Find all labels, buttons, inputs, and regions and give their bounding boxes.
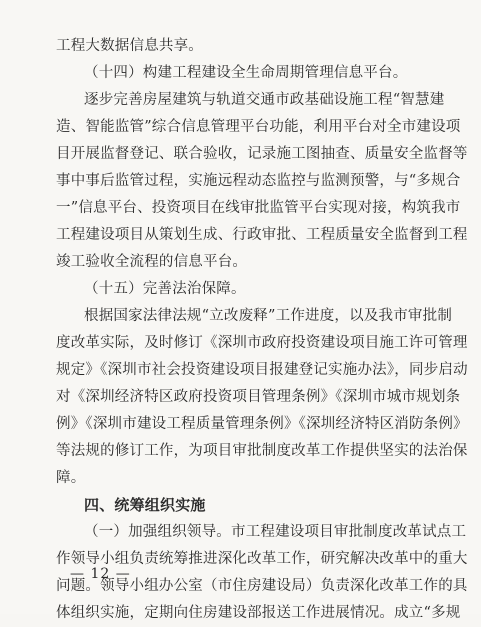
- text-line: 工程大数据信息共享。: [56, 38, 203, 54]
- text-line: 一”信息平台、投资项目在线审批监管平台实现对接，构筑我市: [56, 200, 461, 216]
- text-line: 事中事后监管过程，实施远程动态监控与监测预警，与“多规合: [56, 173, 461, 189]
- text-line: 等法规的修订工作，为项目审批制度改革工作提供坚实的法治保: [56, 443, 468, 459]
- document-body: [56, 33, 468, 627]
- text-line: 逐步完善房屋建筑与轨道交通市政基础设施工程“智慧建: [84, 92, 445, 108]
- text-line: 目开展监督登记、联合验收，记录施工图抽查、质量安全监督等: [56, 146, 468, 162]
- text-line: 体组织实施，定期向住房建设部报送工作进展情况。成立“多规: [56, 605, 461, 621]
- text-line: 根据国家法律法规“立改废释”工作进度，以及我市审批制: [84, 308, 453, 324]
- page-number: — 12 —: [70, 566, 131, 582]
- text-line: 对《深圳经济特区政府投资项目管理条例》《深圳市城市规划条: [56, 389, 461, 405]
- text-line: 问题。领导小组办公室（市住房建设局）负责深化改革工作的具: [56, 578, 468, 594]
- text-line: 障。: [56, 470, 86, 486]
- text-line: 竣工验收全流程的信息平台。: [56, 254, 248, 270]
- text-line: 度改革实际，及时修订《深圳市政府投资建设项目施工许可管理: [56, 335, 468, 351]
- text-line: （十五）完善法治保障。: [84, 281, 246, 297]
- text-line: 工程建设项目从策划生成、行政审批、工程质量安全监督到工程: [56, 227, 468, 243]
- text-line: 造、智能监管”综合信息管理平台功能，利用平台对全市建设项: [56, 119, 461, 135]
- section-heading: 四、统筹组织实施: [84, 496, 206, 514]
- text-line: （一）加强组织领导。市工程建设项目审批制度改革试点工: [84, 524, 467, 540]
- text-line: 例》《深圳市建设工程质量管理条例》《深圳经济特区消防条例》: [56, 416, 468, 432]
- text-line: 作领导小组负责统筹推进深化改革工作，研究解决改革中的重大: [56, 551, 468, 567]
- text-line: 规定》《深圳市社会投资建设项目报建登记实施办法》，同步启动: [56, 362, 468, 378]
- text-line: （十四）构建工程建设全生命周期管理信息平台。: [84, 65, 408, 81]
